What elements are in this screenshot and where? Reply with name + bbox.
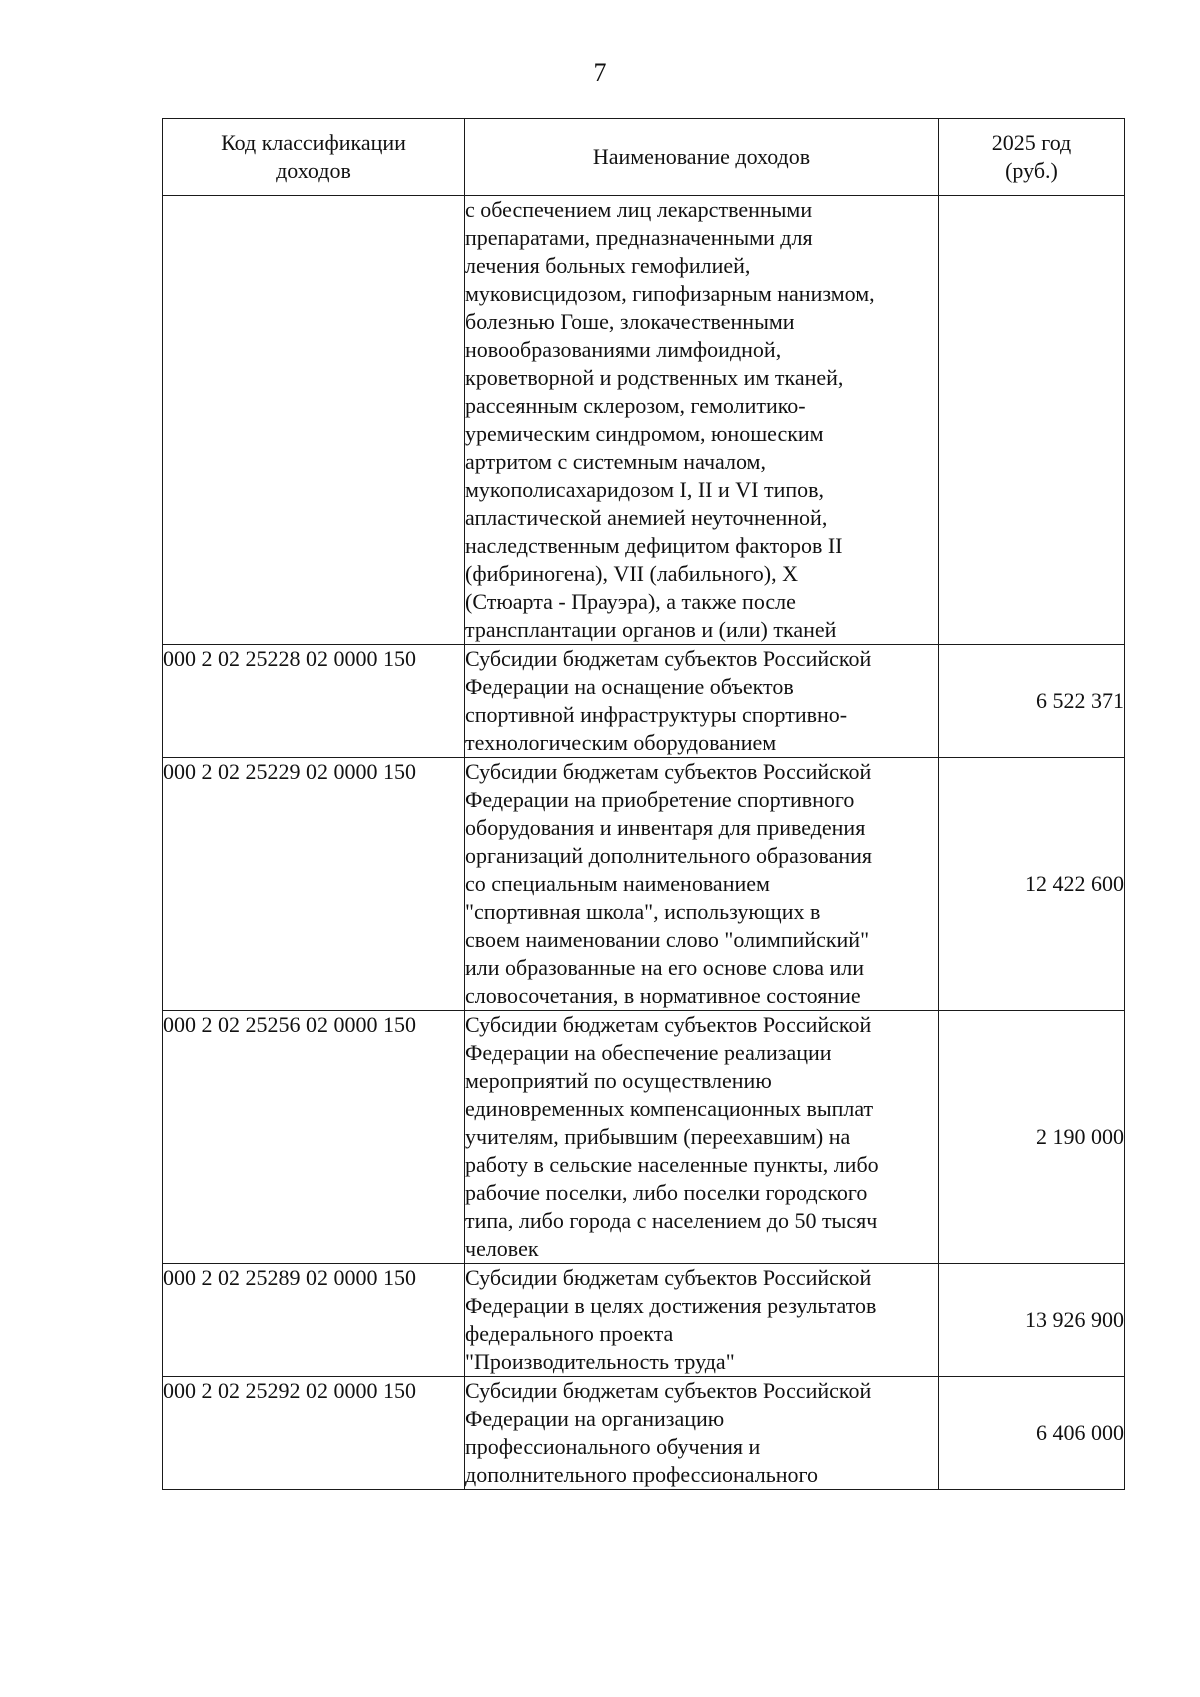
table-row <box>163 196 1125 645</box>
income-table <box>162 118 1125 1490</box>
income-name-line: мукополисахаридозом I, II и VI типов, <box>465 477 825 502</box>
income-name-line: Федерации на оснащение объектов <box>465 674 794 699</box>
income-name-line: трансплантации органов и (или) тканей <box>465 617 837 642</box>
income-name-cell <box>465 1011 939 1264</box>
income-name-line: болезнью Гоше, злокачественными <box>465 309 795 334</box>
income-name-line: со специальным наименованием <box>465 871 770 896</box>
income-name-line: человек <box>465 1236 539 1261</box>
income-name-line: федерального проекта <box>465 1321 674 1346</box>
income-name-line: (фибриногена), VII (лабильного), X <box>465 561 799 586</box>
income-amount-cell: 12 422 600 <box>939 758 1125 1011</box>
income-name-line: Федерации в целях достижения результатов <box>465 1293 877 1318</box>
income-name-line: Субсидии бюджетам субъектов Российской <box>465 1378 872 1403</box>
income-name-line: Федерации на приобретение спортивного <box>465 787 855 812</box>
income-name-cell <box>465 758 939 1011</box>
income-amount-cell: 6 522 371 <box>939 645 1125 758</box>
income-name-line: лечения больных гемофилией, <box>465 253 751 278</box>
income-name-line: муковисцидозом, гипофизарным нанизмом, <box>465 281 875 306</box>
income-amount-cell <box>939 196 1125 645</box>
income-name-line: мероприятий по осуществлению <box>465 1068 772 1093</box>
income-name-line: работу в сельские населенные пункты, либо <box>465 1152 879 1177</box>
table-row <box>163 645 1125 758</box>
income-name-line: или образованные на его основе слова или <box>465 955 865 980</box>
income-code-cell: 000 2 02 25229 02 0000 150 <box>163 758 465 1011</box>
income-name-line: словосочетания, в нормативное состояние <box>465 983 861 1008</box>
income-name-line: Субсидии бюджетам субъектов Российской <box>465 646 872 671</box>
table-row <box>163 758 1125 1011</box>
income-name-line: типа, либо города с населением до 50 тысяч <box>465 1208 878 1233</box>
income-code-cell: 000 2 02 25289 02 0000 150 <box>163 1264 465 1377</box>
income-name-line: учителям, прибывшим (переехавшим) на <box>465 1124 851 1149</box>
table-row <box>163 1011 1125 1264</box>
income-name-line: профессионального обучения и <box>465 1434 761 1459</box>
income-name-line: "спортивная школа", использующих в <box>465 899 821 924</box>
income-name-line: оборудования и инвентаря для приведения <box>465 815 866 840</box>
header-amount <box>939 119 1125 196</box>
income-amount-cell: 13 926 900 <box>939 1264 1125 1377</box>
income-name-line: технологическим оборудованием <box>465 730 777 755</box>
income-code-cell: 000 2 02 25292 02 0000 150 <box>163 1377 465 1490</box>
income-name-cell <box>465 1264 939 1377</box>
header-amount-line: (руб.) <box>1005 158 1058 183</box>
income-name-line: препаратами, предназначенными для <box>465 225 813 250</box>
table-row <box>163 1377 1125 1490</box>
income-name-line: спортивной инфраструктуры спортивно- <box>465 702 848 727</box>
header-code-line: доходов <box>276 158 351 183</box>
table-body <box>163 196 1125 1490</box>
income-name-line: "Производительность труда" <box>465 1349 735 1374</box>
income-name-line: Федерации на обеспечение реализации <box>465 1040 832 1065</box>
income-name-line: апластической анемией неуточненной, <box>465 505 828 530</box>
income-code-cell: 000 2 02 25228 02 0000 150 <box>163 645 465 758</box>
income-amount-cell: 6 406 000 <box>939 1377 1125 1490</box>
income-name-line: кроветворной и родственных им тканей, <box>465 365 844 390</box>
income-name-line: рассеянным склерозом, гемолитико- <box>465 393 806 418</box>
income-name-line: своем наименовании слово "олимпийский" <box>465 927 870 952</box>
page-number: 7 <box>593 58 607 87</box>
income-code-cell: 000 2 02 25256 02 0000 150 <box>163 1011 465 1264</box>
income-name-line: организаций дополнительного образования <box>465 843 872 868</box>
income-name-line: Субсидии бюджетам субъектов Российской <box>465 1012 872 1037</box>
table-header-row <box>163 119 1125 196</box>
income-name-cell <box>465 645 939 758</box>
income-name-line: дополнительного профессионального <box>465 1462 818 1487</box>
header-code <box>163 119 465 196</box>
income-name-line: уремическим синдромом, юношеским <box>465 421 824 446</box>
income-name-line: с обеспечением лиц лекарственными <box>465 197 813 222</box>
income-name-line: наследственным дефицитом факторов II <box>465 533 843 558</box>
income-name-line: артритом с системным началом, <box>465 449 766 474</box>
income-name-line: Субсидии бюджетам субъектов Российской <box>465 759 872 784</box>
header-name: Наименование доходов <box>465 119 939 196</box>
table-row <box>163 1264 1125 1377</box>
header-code-line: Код классификации <box>221 130 406 155</box>
income-name-line: единовременных компенсационных выплат <box>465 1096 874 1121</box>
income-name-line: новообразованиями лимфоидной, <box>465 337 782 362</box>
income-name-line: Субсидии бюджетам субъектов Российской <box>465 1265 872 1290</box>
header-amount-line: 2025 год <box>991 130 1072 155</box>
income-name-line: (Стюарта - Прауэра), а также после <box>465 589 796 614</box>
income-name-line: рабочие поселки, либо поселки городского <box>465 1180 868 1205</box>
income-amount-cell: 2 190 000 <box>939 1011 1125 1264</box>
income-name-cell <box>465 1377 939 1490</box>
income-name-cell <box>465 196 939 645</box>
income-code-cell <box>163 196 465 645</box>
income-name-line: Федерации на организацию <box>465 1406 725 1431</box>
